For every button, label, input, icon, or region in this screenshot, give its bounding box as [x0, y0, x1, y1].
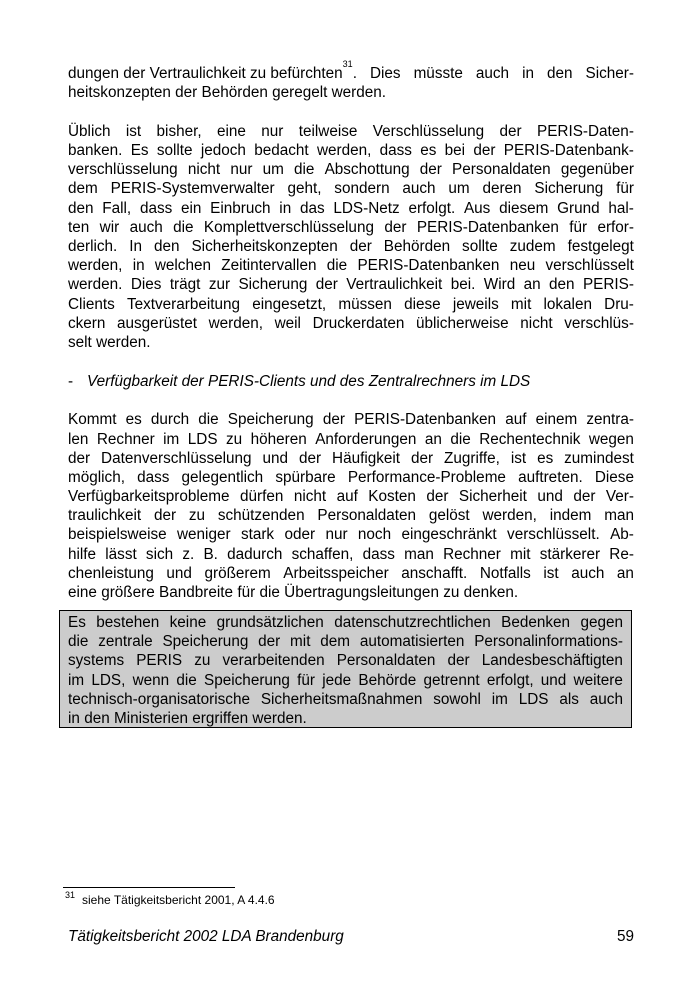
text-line: systems PERIS zu verarbeitenden Personaldaten der Landesbeschäftigten — [68, 652, 623, 670]
text-line: selt werden. — [68, 333, 151, 351]
text-line: in den Ministerien ergriffen werden. — [68, 709, 307, 727]
text-line: Clients Textverarbeitung eingesetzt, müssen diese jeweils mit lokalen Dru- — [68, 295, 634, 313]
footnote-number: 31 — [65, 890, 76, 900]
text-line: Es bestehen keine grundsätzlichen datenschutzrechtlichen Bedenken gegen — [68, 614, 623, 631]
text-line: Kommt es durch die Speicherung der PERIS-Datenbanken auf einem zentra- — [68, 411, 634, 429]
text-line: Verfügbarkeitsprobleme dürfen nicht auf Kosten der Sicherheit und der Ver- — [68, 488, 634, 506]
paragraph-3 — [68, 410, 634, 602]
text-line: der Datenverschlüsselung und der Häufigkeit der Zugriffe, ist es zumindest — [68, 449, 634, 467]
text-line: die zentrale Speicherung der mit dem automatisierten Personalinformations- — [68, 633, 623, 651]
text-line: Üblich ist bisher, eine nur teilweise Verschlüsselung der PERIS-Daten- — [68, 122, 634, 140]
text-line: dem PERIS-Systemverwalter geht, sondern auch um deren Sicherung für — [68, 180, 634, 198]
text-line: traulichkeit der zu schützenden Personaldaten gelöst werden, indem man — [68, 507, 634, 525]
page-body — [68, 59, 634, 602]
footer-source: Tätigkeitsbericht 2002 LDA Brandenburg — [68, 928, 344, 945]
text-line: len Rechner im LDS zu höheren Anforderungen an die Rechentechnik wegen — [68, 430, 634, 448]
text-line: banken. Es sollte jedoch bedacht werden, dass es bei der PERIS-Datenbank- — [68, 142, 634, 160]
text-line: den Fall, dass ein Einbruch in das LDS-Netz erfolgt. Aus diesem Grund hal- — [68, 199, 634, 217]
text-segment: . Dies müsste auch in den Sicher- — [352, 65, 634, 82]
text-line: eine größere Bandbreite für die Übertragungsleitungen zu denken. — [68, 584, 519, 601]
text-line — [68, 59, 634, 83]
footnote-divider — [63, 887, 235, 888]
text-line: derlich. In den Sicherheitskonzepten der Behörden sollte zudem festgelegt — [68, 238, 634, 255]
heading-text: Verfügbarkeit der PERIS-Clients und des Zentralrechners im LDS — [87, 372, 531, 390]
text-line: werden. Dies trägt zur Sicherung der Vertraulichkeit bei. Wird an den PERIS- — [68, 276, 634, 294]
footnote-text: siehe Tätigkeitsbericht 2001, A 4.4.6 — [82, 893, 275, 907]
page-number: 59 — [616, 928, 634, 945]
summary-box — [59, 610, 632, 728]
text-line: ckern ausgerüstet werden, weil Druckerdaten üblicherweise nicht verschlüs- — [68, 314, 634, 332]
text-line: verschlüsselung nicht nur um die Abschottung der Personaldaten gegenüber — [68, 161, 634, 179]
text-line: möglich, dass gelegentlich spürbare Performance-Probleme auftreten. Diese — [68, 468, 634, 486]
text-line: ten wir auch die Komplettverschlüsselung der PERIS-Datenbanken für erfor- — [68, 218, 634, 236]
paragraph-1 — [68, 59, 634, 102]
text-line: chenleistung und größerem Arbeitsspeicher anschafft. Notfalls ist auch an — [68, 564, 634, 582]
section-heading — [68, 372, 634, 391]
text-line: heitskonzepten der Behörden geregelt werden. — [68, 84, 387, 102]
text-segment: dungen der Vertraulichkeit zu befürchten — [68, 65, 343, 82]
text-line: beispielsweise weniger stark oder nur noch eingeschränkt verschlüsselt. Ab- — [68, 526, 634, 544]
text-line: im LDS, wenn die Speicherung für jede Behörde getrennt erfolgt, und weitere — [68, 671, 623, 689]
page-footer — [68, 928, 634, 946]
text-line: werden, in welchen Zeitintervallen die PERIS-Datenbanken neu verschlüsselt — [68, 257, 634, 275]
footnote — [65, 890, 275, 907]
footnote-ref[interactable]: 31 — [342, 59, 353, 69]
text-line: technisch-organisatorische Sicherheitsmaßnahmen sowohl im LDS als auch — [68, 690, 623, 708]
text-line: hilfe lässt sich z. B. dadurch schaffen, dass man Rechner mit stärkerer Re- — [68, 545, 634, 563]
paragraph-2 — [68, 122, 634, 352]
heading-dash: - — [68, 372, 74, 390]
